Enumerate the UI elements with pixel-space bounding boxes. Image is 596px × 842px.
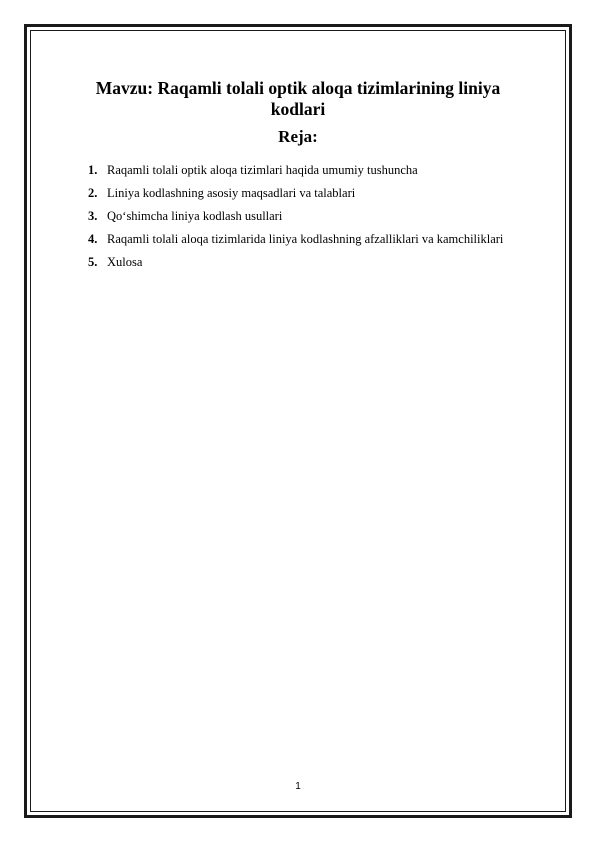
plan-item-text: Xulosa — [107, 255, 143, 269]
plan-item-text: Liniya kodlashning asosiy maqsadlari va talablari — [107, 186, 356, 200]
document-title — [60, 78, 536, 120]
plan-item-4 — [88, 228, 528, 251]
plan-item-2 — [88, 182, 528, 205]
plan-item-text: Qo‘shimcha liniya kodlash usullari — [107, 209, 283, 223]
plan-item-text: Raqamli tolali optik aloqa tizimlari haqida umumiy tushuncha — [107, 163, 418, 177]
plan-list — [88, 159, 528, 274]
page-border-inner — [30, 30, 566, 812]
plan-item-1 — [88, 159, 528, 182]
plan-item-5 — [88, 251, 528, 274]
plan-item-number: 5. — [88, 255, 98, 269]
plan-item-text: Raqamli tolali aloqa tizimlarida liniya kodlashning afzalliklari va kamchiliklari — [107, 232, 504, 246]
plan-item-number: 1. — [88, 163, 98, 177]
document-title-line-1: Mavzu: Raqamli tolali optik aloqa tizimlarining liniya — [95, 78, 501, 98]
page-number: 1 — [295, 781, 301, 792]
plan-item-number: 2. — [88, 186, 98, 200]
plan-item-3 — [88, 205, 528, 228]
plan-item-number: 3. — [88, 209, 98, 223]
document-title-line-2: kodlari — [270, 99, 326, 119]
plan-item-number: 4. — [88, 232, 98, 246]
plan-heading: Reja: — [278, 127, 318, 146]
